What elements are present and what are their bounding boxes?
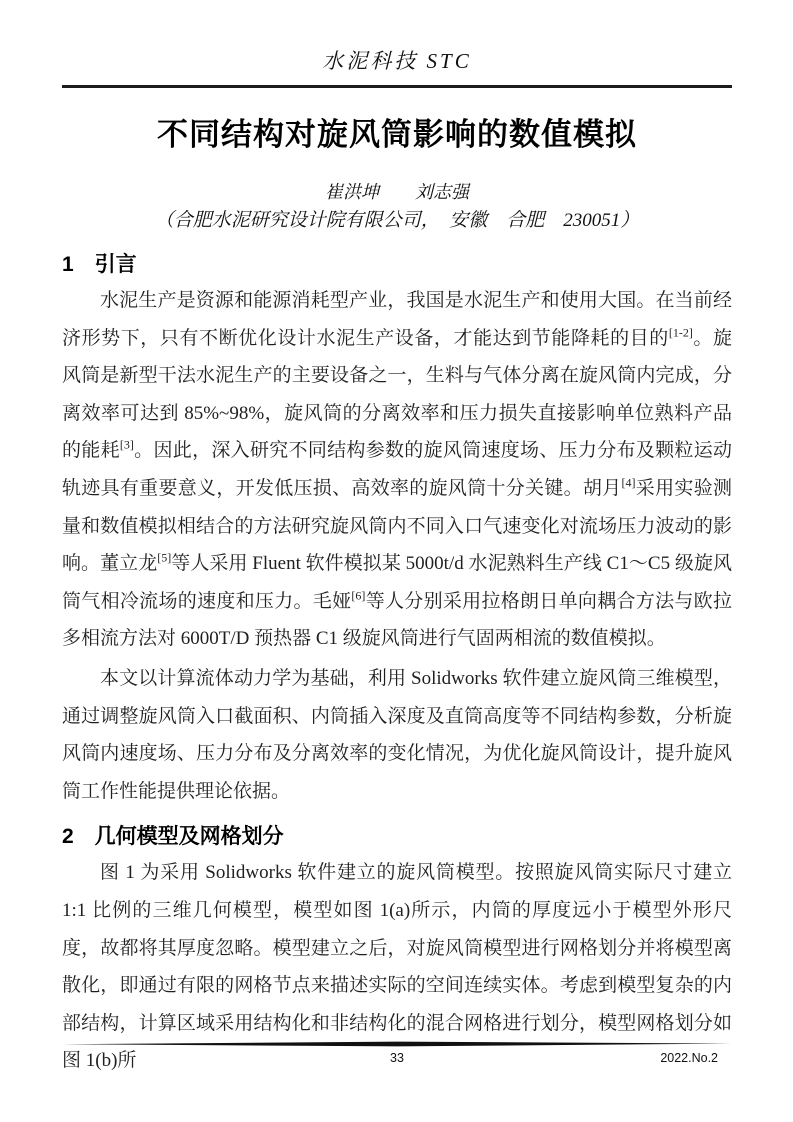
footer-rule <box>62 1041 732 1047</box>
section-heading-introduction: 1 引言 <box>62 253 137 276</box>
paper-title: 不同结构对旋风筒影响的数值模拟 <box>157 117 637 152</box>
header-rule <box>62 85 732 88</box>
authors-line: 崔洪坤 刘志强 <box>325 182 469 202</box>
footer-row <box>62 1051 732 1069</box>
issue-label: 2022.No.2 <box>660 1051 718 1065</box>
affiliation-line: （合肥水泥研究设计院有限公司， 安徽 合肥 230051） <box>154 210 640 231</box>
journal-header: 水泥科技 STC <box>322 49 472 73</box>
paragraph-intro-1: 水泥生产是资源和能源消耗型产业，我国是水泥生产和使用大国。在当前经济形势下，只有不断优化设计水泥生产设备，才能达到节能降耗的目的[1-2]。旋风筒是新型干法水泥生产的主要设备之一，生料与气体分离在旋风筒内完成，分离效率可达到 85%~98%，旋风筒的分离效率和压力损失直接影响单位熟料产品的能耗[3]。因此，深入研究不同结构参数的旋风筒速度场、压力分布及颗粒运动轨迹具有重要意义，开发低压损、高效率的旋风筒十分关键。胡月[4]采用实验测量和数值模拟相结合的方法研究旋风筒内不同入口气速变化对流场压力波动的影响。董立龙[5]等人采用 Fluent 软件模拟某 5000t/d 水泥熟料生产线 C1～C5 级旋风筒气相冷流场的速度和压力。毛娅[6]等人分别采用拉格朗日单向耦合方法与欧拉多相流方法对 6000T/D 预热器 C1 级旋风筒进行气固两相流的数值模拟。 <box>62 290 732 650</box>
paragraph-geometry-1: 图 1 为采用 Solidworks 软件建立的旋风筒模型。按照旋风筒实际尺寸建立 1:1 比例的三维几何模型，模型如图 1(a)所示，内筒的厚度远小于模型外形尺度，故都将其厚度忽略。模型建立之后，对旋风筒模型进行网格划分并将模型离散化，即通过有限的网格节点来描述实际的空间连续实体。考虑到模型复杂的内部结构，计算区域采用结构化和非结构化的混合网格进行划分，模型网格划分如图 1(b)所 <box>62 862 732 1072</box>
section-heading-geometry-model: 2 几何模型及网格划分 <box>62 825 284 849</box>
paragraph-intro-2: 本文以计算流体动力学为基础，利用 Solidworks 软件建立旋风筒三维模型，通过调整旋风筒入口截面积、内筒插入深度及直筒高度等不同结构参数，分析旋风筒内速度场、压力分布及分离效率的变化情况，为优化旋风筒设计，提升旋风筒工作性能提供理论依据。 <box>62 667 732 802</box>
page-number: 33 <box>390 1051 404 1065</box>
page-footer <box>62 1041 732 1069</box>
